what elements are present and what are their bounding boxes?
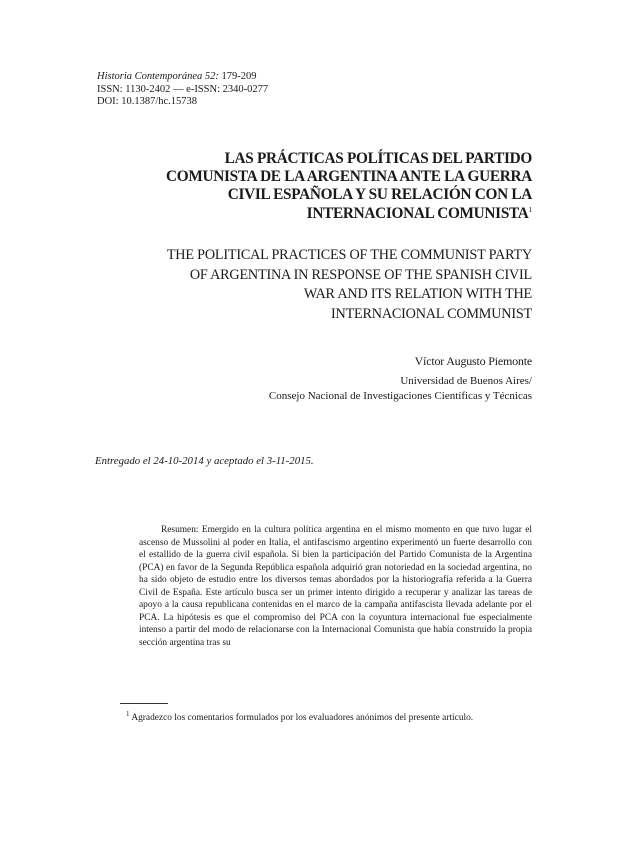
title-es-line: LAS PRÁCTICAS POLÍTICAS DEL PARTIDO (224, 150, 532, 167)
title-es-line: CIVIL ESPAÑOLA Y SU RELACIÓN CON LA (227, 186, 532, 204)
title-spanish (120, 150, 532, 223)
received-date: Entregado el 24-10-2014 y aceptado el 3-11-2015. (95, 455, 314, 467)
journal-pages: 179-209 (221, 71, 257, 82)
abstract: Resumen: Emergido en la cultura política argentina en el mismo momento en que tuvo lugar el ascenso de Mussolini al poder en Italia, el antifascismo argentino experimentó un fuerte desarrollo con el estallido de la guerra civil española. Si bien la participación del Partido Comunista de la Argentina (PCA) en favor de la Segunda República española adquirió gran notoriedad en la sociedad argentina, no ha sido objeto de estudio entre los diversos temas abordados por la historiografía referida a la Guerra Civil de España. Este artículo busca ser un primer intento dirigido a recuperar y analizar las tareas de apoyo a la causa republicana contenidas en el marco de la campaña antifascista llevada adelante por el PCA. La hipótesis es que el compromiso del PCA con la coyuntura internacional fue especialmente intenso a partir del modo de relacionarse con la Internacional Comunista que había construido la propia sección argentina tras su (139, 525, 532, 648)
title-es-line (120, 205, 532, 223)
journal-header (97, 71, 268, 109)
affiliation-2: Consejo Nacional de Investigaciones Científicas y Técnicas (268, 389, 532, 402)
title-en-line: OF ARGENTINA IN RESPONSE OF THE SPANISH CIVIL (189, 266, 532, 283)
journal-issn: ISSN: 1130-2402 — e-ISSN: 2340-0277 (97, 83, 269, 95)
footnote-text: Agradezco los comentarios formulados por los evaluadores anónimos del presente artículo. (131, 713, 474, 723)
author-affiliation (180, 374, 532, 403)
footnote-number: 1 (126, 709, 130, 718)
affiliation-1: Universidad de Buenos Aires/ (400, 375, 532, 387)
title-en-line: THE POLITICAL PRACTICES OF THE COMMUNIST PARTY (166, 247, 532, 263)
journal-doi: DOI: 10.1387/hc.15738 (97, 96, 198, 108)
title-english (92, 246, 532, 324)
footnote-divider (120, 703, 168, 704)
footnote (120, 709, 532, 726)
title-en-line: INTERNACIONAL COMMUNIST (331, 305, 532, 322)
journal-name: Historia Contemporánea 52: (97, 71, 219, 82)
title-en-line: WAR AND ITS RELATION WITH THE (303, 286, 532, 302)
footnote-mark[interactable]: 1 (528, 204, 532, 214)
title-es-line: COMUNISTA DE LA ARGENTINA ANTE LA GUERRA (166, 168, 532, 186)
journal-citation (97, 71, 268, 84)
author-name: Víctor Augusto Piemonte (414, 354, 532, 368)
title-es-last: INTERNACIONAL COMUNISTA (306, 204, 529, 222)
